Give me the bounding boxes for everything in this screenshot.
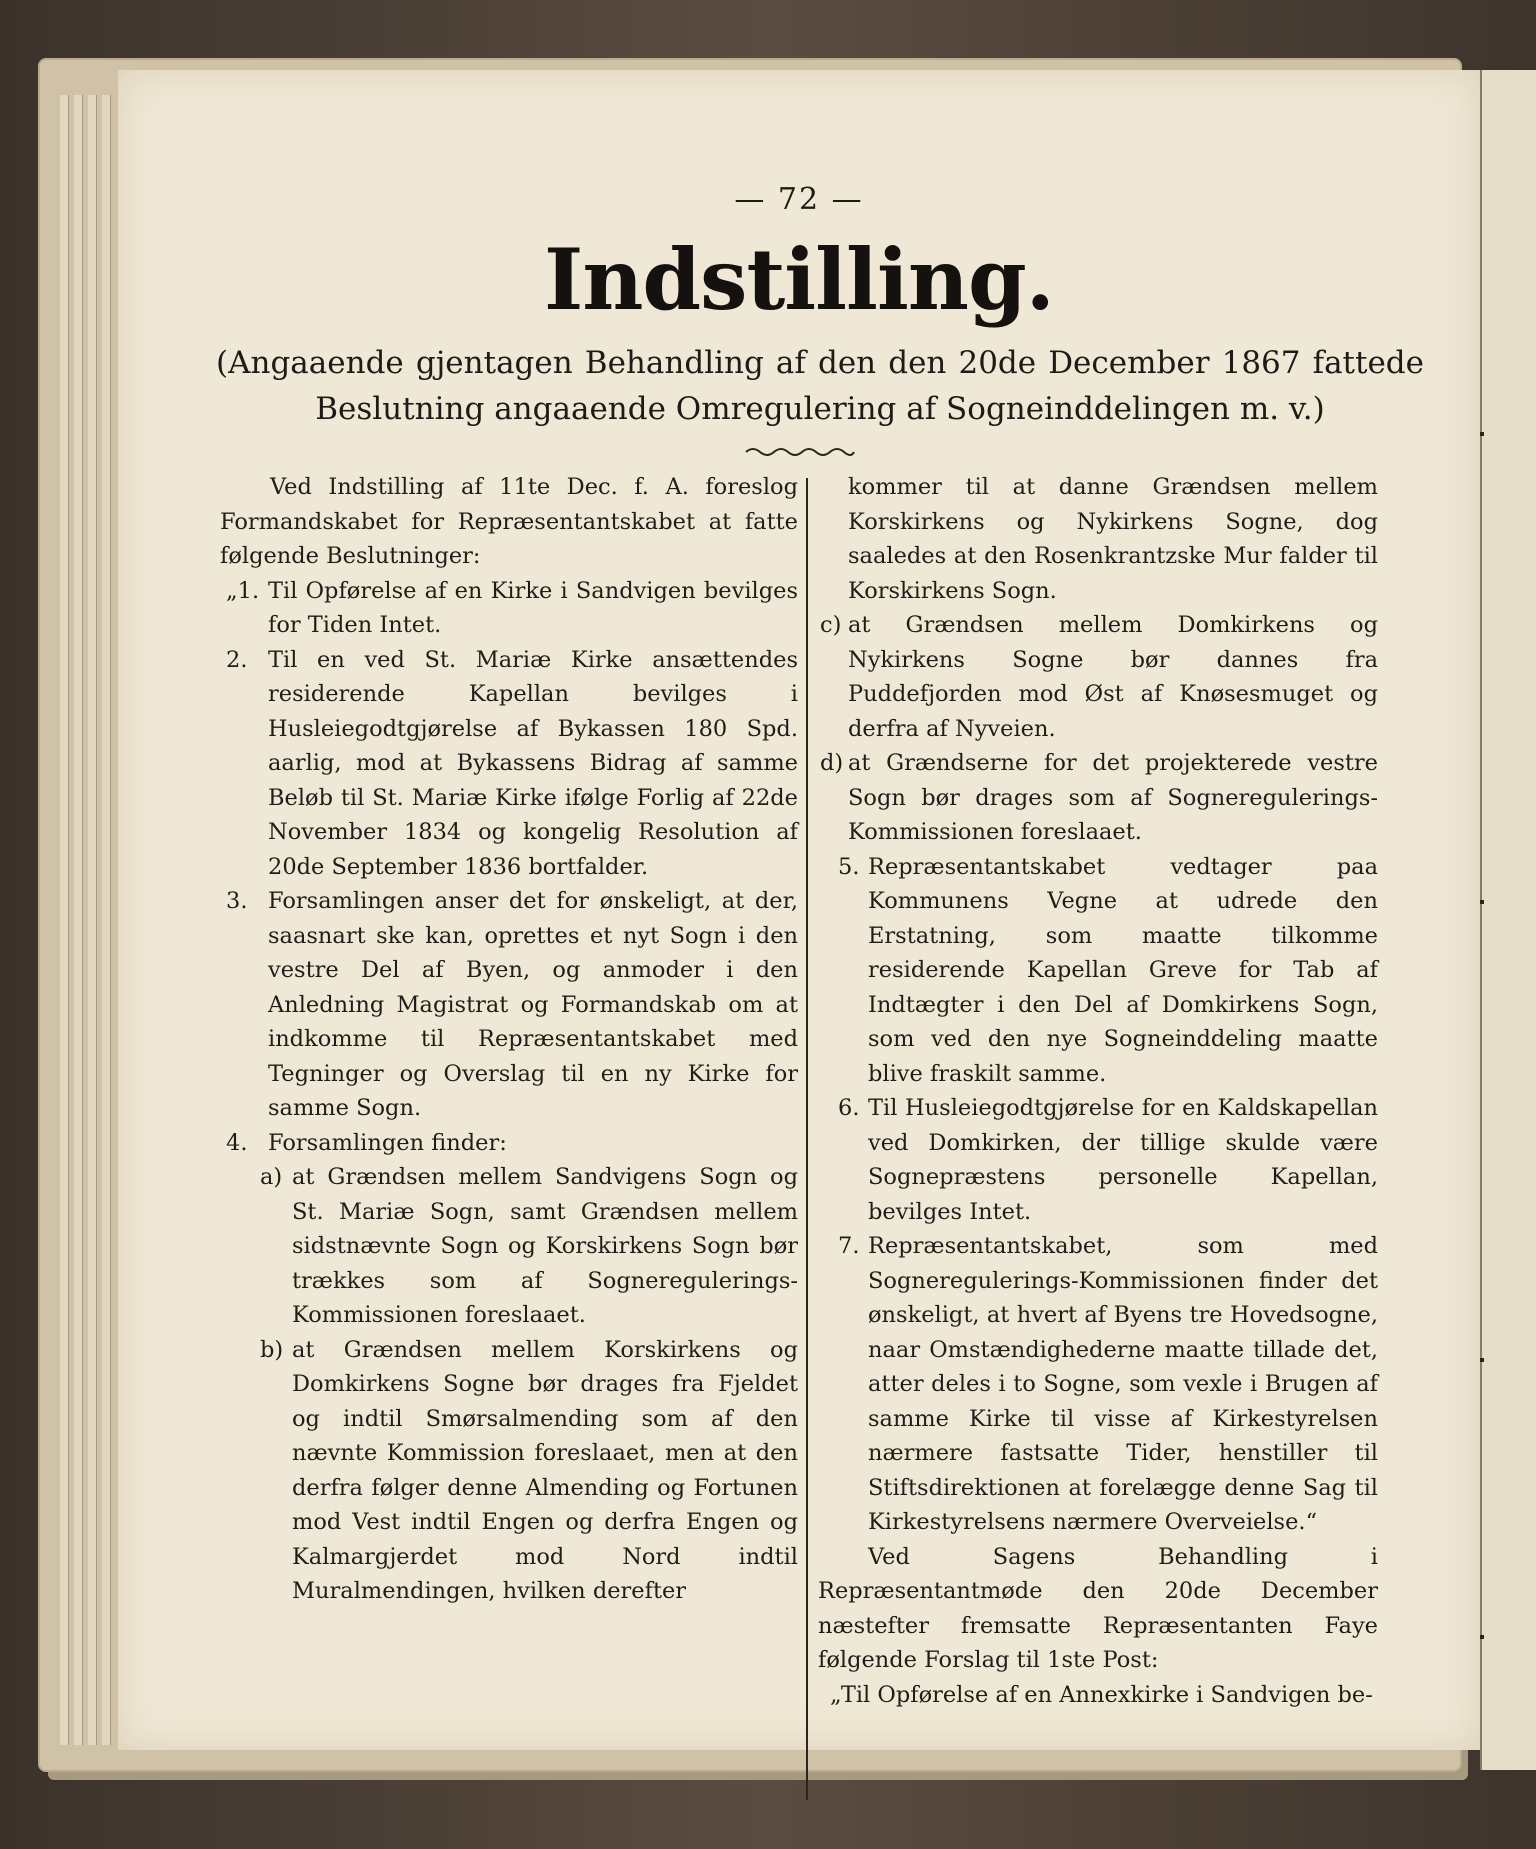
sub-item-b [220,1333,798,1609]
sub-item-text: at Grændsen mellem Korskirkens og Domkirkens Sogne bør drages fra Fjeldet og indtil Smørsalmending som af den nævnte Kommission foreslaaet, men at den derfra følger denne Almending og Fortunen mod Vest indtil Engen og derfra Engen og Kalmargjerdet mod Nord indtil Muralmendingen, hvilken derefter [292,1336,798,1604]
item-number: „1. [226,577,260,604]
item-number: 6. [838,1095,860,1121]
resolution-item-7 [818,1229,1378,1540]
page-number: — 72 — [734,182,864,217]
resolution-item-5 [818,850,1378,1092]
item-number: 7. [838,1233,860,1259]
column-divider [806,478,808,1800]
proceedings-paragraph: Ved Sagens Behandling i Repræsentantmøde den 20de December næstefter fremsatte Repræsentanten Faye følgende Forslag til 1ste Post: [818,1543,1378,1673]
sub-item-label: c) [820,612,842,638]
page-stack-edge [102,95,111,1745]
resolution-item-1 [220,574,798,643]
item-text: Til Opførelse af en Kirke i Sandvigen bevilges for Tiden Intet. [268,577,798,638]
sub-item-text: at Grændsen mellem Domkirkens og Nykirkens Sogne bør dannes fra Puddefjorden mod Øst af Knøsesmuget og derfra af Nyveien. [848,612,1378,742]
resolution-item-6 [818,1091,1378,1229]
resolution-item-3 [220,884,798,1126]
item-text: Forsamlingen anser det for ønskeligt, at der, saasnart ske kan, oprettes et nyt Sogn i den vestre Del af Byen, og anmoder i den Anledning Magistrat og Formandskab om at indkomme til Repræsentantskabet med Tegninger og Overslag til en ny Kirke for samme Sogn. [268,888,798,1121]
resolution-item-4 [220,1126,798,1161]
item-text: Til Husleiegodtgjørelse for en Kaldskapellan ved Domkirken, der tillige skulde være Sognepræstens personelle Kapellan, bevilges Intet. [868,1095,1378,1225]
item-text: Forsamlingen finder: [268,1129,507,1156]
sub-item-text: at Grændserne for det projekterede vestre Sogn bør drages som af Sogneregulerings-Kommissionen foreslaaet. [848,750,1378,845]
left-column [220,470,798,1609]
sub-item-a [220,1160,798,1333]
sub-item-d [818,746,1378,850]
proposal-quote: „Til Opførelse af en Annexkirke i Sandvigen be- [830,1681,1373,1708]
sub-item-label: a) [260,1164,283,1190]
page-subtitle: (Angaaende gjentagen Behandling af den den 20de December 1867 fattede Beslutning angaaende Omregulering af Sogneinddelingen m. v.) [216,345,1424,427]
resolution-item-2 [220,643,798,885]
intro-paragraph: Ved Indstilling af 11te Dec. f. A. foreslog Formandskabet for Repræsentantskabet at fatte følgende Beslutninger: [220,474,798,569]
item-number: 4. [226,1129,248,1156]
page-stack-edge [60,95,69,1745]
page-title: Indstilling. [544,230,1054,329]
item-number: 5. [838,853,860,880]
facing-page-edge [1480,70,1536,1770]
sub-item-label: b) [260,1336,284,1363]
item-text: Repræsentantskabet, som med Sogneregulerings-Kommissionen finder det ønskeligt, at hvert af Byens tre Hovedsogne, naar Omstændighederne maatte tillade det, atter deles i to Sogne, som vexle i Brugen af samme Kirke til visse af Kirkestyrelsen nærmere fastsatte Tider, henstiller til Stiftsdirektionen at forelægge denne Sag til Kirkestyrelsens nærmere Overveielse.“ [868,1233,1378,1535]
ornament-rule [744,446,856,458]
item-text: Repræsentantskabet vedtager paa Kommunens Vegne at udrede den Erstatning, som maatte tilkomme residerende Kapellan Greve for Tab af Indtægter i den Del af Domkirkens Sogn, som ved den nye Sogneinddeling maatte blive fraskilt samme. [868,853,1378,1087]
item-number: 2. [226,646,248,673]
sub-item-label: d) [820,750,844,776]
sub-item-text: at Grændsen mellem Sandvigens Sogn og St. Mariæ Sogn, samt Grændsen mellem sidstnævnte Sogn og Korskirkens Sogn bør trækkes som af Sogneregulerings-Kommissionen foreslaaet. [292,1164,798,1328]
page-stack-edge [88,95,97,1745]
item-text: Til en ved St. Mariæ Kirke ansættendes residerende Kapellan bevilges i Husleiegodtgjørelse af Bykassen 180 Spd. aarlig, mod at Bykassens Bidrag af samme Beløb til St. Mariæ Kirke ifølge Forlig af 22de November 1834 og kongelig Resolution af 20de September 1836 bortfalder. [268,646,798,880]
sub-item-c [818,608,1378,746]
right-column [818,470,1378,1712]
continued-paragraph: kommer til at danne Grændsen mellem Korskirkens og Nykirkens Sogne, dog saaledes at den Rosenkrantzske Mur falder til Korskirkens Sogn. [848,474,1378,604]
page-stack-edge [74,95,83,1745]
document-page [118,70,1480,1750]
item-number: 3. [226,888,248,914]
continued-text [818,470,1378,608]
